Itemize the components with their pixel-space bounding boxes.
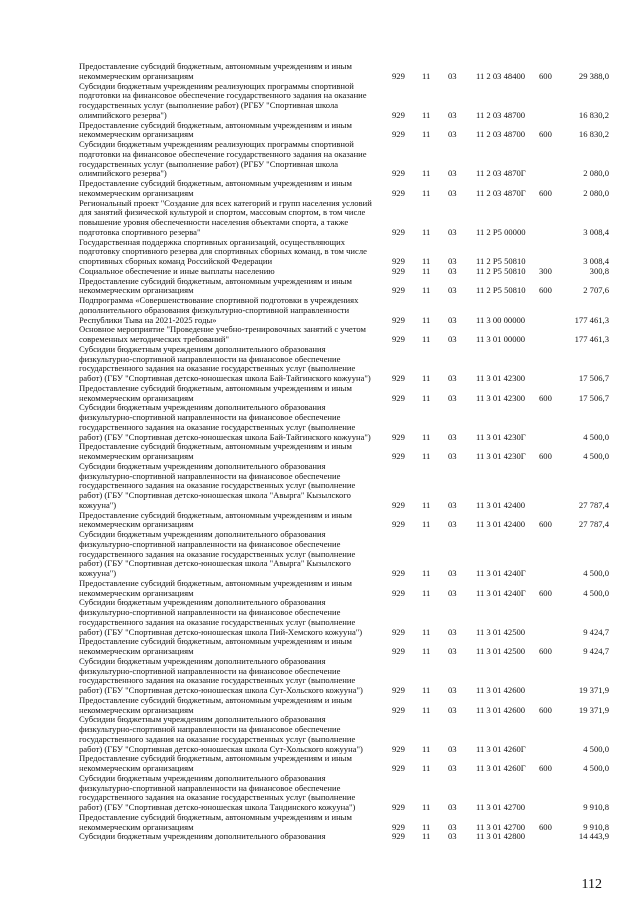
- description-line: физкультурно-спортивной направленности на финансовое обеспечение: [79, 665, 341, 676]
- subsection-code: 03: [448, 743, 457, 754]
- section-code: 11: [422, 431, 431, 442]
- description-line: государственного задания на оказание государственных услуг (выполнение: [79, 792, 356, 803]
- table-row: [79, 530, 609, 579]
- department-code: 929: [392, 821, 405, 832]
- description-line: Предоставление субсидий бюджетным, автономным учреждениям и иным: [79, 509, 352, 520]
- description-line: Субсидии бюджетным учреждениям дополнительного образования: [79, 655, 326, 666]
- section-code: 11: [422, 763, 431, 773]
- row-description: [79, 199, 384, 238]
- description-line: государственного задания на оказание государственных услуг (выполнение: [79, 421, 356, 432]
- section-code: 11: [422, 831, 431, 842]
- amount: 4 500,0: [583, 451, 609, 461]
- description-line: для занятий физической культурой и спортом, массовым спортом, в том числе: [79, 207, 366, 218]
- target-article-code: 11 2 03 4870Г: [476, 187, 526, 198]
- description-line: Субсидии бюджетным учреждениям дополнительного образования: [79, 831, 326, 842]
- subsection-code: 03: [448, 226, 457, 237]
- section-code: 11: [422, 587, 431, 598]
- target-article-code: 11 3 01 4240Г: [476, 587, 526, 598]
- department-code: 929: [392, 519, 405, 530]
- description-line: подготовки на финансовое обеспечение государственного задания на оказание: [79, 148, 367, 159]
- amount: 3 008,4: [583, 226, 609, 237]
- amount: 300,8: [589, 265, 609, 276]
- table-row: [79, 403, 609, 442]
- amount: 2 080,0: [583, 187, 609, 198]
- target-article-code: 11 3 01 42700: [476, 821, 526, 832]
- description-line: Субсидии бюджетным учреждениям дополнительного образования: [79, 597, 326, 608]
- description-line: некоммерческим организациям: [79, 285, 194, 296]
- department-code: 929: [392, 373, 405, 383]
- expense-type-code: 600: [539, 519, 552, 530]
- table-row: [79, 345, 609, 384]
- description-line: Предоставление субсидий бюджетным, автономным учреждениям и иным: [79, 441, 352, 452]
- subsection-code: 03: [448, 499, 457, 510]
- description-line: олимпийского резерва"): [79, 109, 167, 120]
- description-line: государственных услуг (выполнение работ) (РГБУ "Спортивная школа: [79, 158, 339, 169]
- table-row: [79, 637, 609, 657]
- table-row: [79, 140, 609, 179]
- subsection-code: 03: [448, 334, 457, 344]
- row-description: [79, 530, 384, 579]
- amount: 4 500,0: [583, 743, 609, 754]
- row-description: [79, 442, 384, 462]
- description-line: подготовки на финансовое обеспечение государственного задания на оказание: [79, 90, 367, 101]
- section-code: 11: [422, 373, 431, 383]
- subsection-code: 03: [448, 285, 457, 296]
- subsection-code: 03: [448, 256, 457, 266]
- description-line: Подпрограмма «Совершенствование спортивной подготовки в учреждениях: [79, 295, 359, 305]
- description-line: подготовка спортивного резерва": [79, 226, 201, 237]
- section-code: 11: [422, 499, 431, 510]
- table-row: [79, 511, 609, 531]
- description-line: физкультурно-спортивной направленности на финансовое обеспечение: [79, 353, 341, 364]
- description-line: некоммерческим организациям: [79, 821, 194, 832]
- target-article-code: 11 2 P5 50810: [476, 265, 526, 276]
- section-code: 11: [422, 685, 431, 695]
- amount: 16 830,2: [578, 109, 609, 120]
- description-line: олимпийского резерва"): [79, 168, 167, 179]
- description-line: Региональный проект "Создание для всех категорий и групп населения условий: [79, 197, 372, 208]
- target-article-code: 11 3 01 4230Г: [476, 431, 526, 442]
- subsection-code: 03: [448, 685, 457, 695]
- department-code: 929: [392, 314, 405, 325]
- description-line: Субсидии бюджетным учреждениям дополнительного образования: [79, 402, 326, 413]
- target-article-code: 11 3 01 42800: [476, 831, 526, 842]
- description-line: Субсидии бюджетным учреждениям дополнительного образования: [79, 772, 326, 783]
- section-code: 11: [422, 646, 431, 656]
- table-row: [79, 579, 609, 599]
- row-description: [79, 140, 384, 179]
- target-article-code: 11 2 P5 50810: [476, 256, 526, 266]
- target-article-code: 11 3 01 4240Г: [476, 568, 526, 578]
- description-line: Предоставление субсидий бюджетным, автономным учреждениям и иным: [79, 577, 352, 588]
- row-description: [79, 598, 384, 637]
- target-article-code: 11 3 01 42300: [476, 392, 526, 403]
- description-line: Предоставление субсидий бюджетным, автономным учреждениям и иным: [79, 636, 352, 647]
- row-description: [79, 62, 384, 82]
- description-line: государственного задания на оказание государственных услуг (выполнение: [79, 363, 356, 374]
- amount: 4 500,0: [583, 568, 609, 578]
- description-line: некоммерческим организациям: [79, 129, 194, 140]
- amount: 27 787,4: [578, 499, 609, 510]
- table-row: [79, 774, 609, 813]
- description-line: Субсидии бюджетным учреждениям реализующих программы спортивной: [79, 139, 354, 149]
- department-code: 929: [392, 334, 405, 344]
- amount: 9 424,7: [583, 646, 609, 656]
- description-line: Предоставление субсидий бюджетным, автономным учреждениям и иным: [79, 275, 352, 286]
- table-row: [79, 62, 609, 82]
- description-line: государственных услуг (выполнение работ) (РГБУ "Спортивная школа: [79, 100, 339, 110]
- description-line: физкультурно-спортивной направленности на финансовое обеспечение: [79, 724, 341, 734]
- department-code: 929: [392, 70, 405, 81]
- subsection-code: 03: [448, 70, 457, 81]
- amount: 14 443,9: [578, 831, 609, 842]
- section-code: 11: [422, 821, 431, 832]
- table-row: [79, 754, 609, 774]
- description-line: современных методических требований": [79, 334, 229, 344]
- target-article-code: 11 2 P5 50810: [476, 285, 526, 296]
- description-line: физкультурно-спортивной направленности на финансовое обеспечение: [79, 538, 341, 549]
- description-line: работ) (ГБУ "Спортивная детско-юношеская школа Сут-Хольского кожууна"): [79, 743, 363, 754]
- description-line: некоммерческим организациям: [79, 763, 194, 773]
- table-row: [79, 598, 609, 637]
- row-description: [79, 277, 384, 297]
- description-line: физкультурно-спортивной направленности на финансовое обеспечение: [79, 470, 341, 481]
- target-article-code: 11 3 01 42600: [476, 685, 526, 695]
- description-line: повышение уровня обеспеченности населения объектами спорта, а также: [79, 217, 349, 227]
- description-line: работ) (ГБУ "Спортивная детско-юношеская школа Тандинского кожууна"): [79, 802, 356, 812]
- description-line: подготовку спортивного резерва для спортивных сборных команд, в том числе: [79, 246, 367, 257]
- subsection-code: 03: [448, 821, 457, 832]
- description-line: физкультурно-спортивной направленности на финансовое обеспечение: [79, 607, 341, 617]
- description-line: Субсидии бюджетным учреждениям дополнительного образования: [79, 714, 326, 725]
- department-code: 929: [392, 129, 405, 140]
- row-description: [79, 238, 384, 267]
- department-code: 929: [392, 802, 405, 812]
- department-code: 929: [392, 763, 405, 773]
- section-code: 11: [422, 129, 431, 140]
- amount: 2 707,6: [583, 285, 609, 296]
- row-description: [79, 637, 384, 657]
- description-line: дополнительного образования физкультурно-спортивной направленности: [79, 304, 350, 315]
- department-code: 929: [392, 109, 405, 120]
- target-article-code: 11 2 03 48700: [476, 109, 526, 120]
- subsection-code: 03: [448, 831, 457, 842]
- table-row: [79, 121, 609, 141]
- table-row: [79, 199, 609, 238]
- subsection-code: 03: [448, 109, 457, 120]
- table-row: [79, 179, 609, 199]
- row-description: [79, 462, 384, 511]
- description-line: кожууна"): [79, 499, 117, 510]
- amount: 4 500,0: [583, 587, 609, 598]
- department-code: 929: [392, 256, 405, 266]
- description-line: Предоставление субсидий бюджетным, автономным учреждениям и иным: [79, 753, 352, 764]
- subsection-code: 03: [448, 265, 457, 276]
- description-line: Субсидии бюджетным учреждениям дополнительного образования: [79, 460, 326, 471]
- subsection-code: 03: [448, 568, 457, 578]
- target-article-code: 11 3 00 00000: [476, 314, 526, 325]
- department-code: 929: [392, 626, 405, 637]
- row-description: [79, 82, 384, 121]
- department-code: 929: [392, 831, 405, 842]
- department-code: 929: [392, 187, 405, 198]
- description-line: государственного задания на оказание государственных услуг (выполнение: [79, 616, 356, 627]
- section-code: 11: [422, 392, 431, 403]
- department-code: 929: [392, 587, 405, 598]
- department-code: 929: [392, 646, 405, 656]
- description-line: Предоставление субсидий бюджетным, автономным учреждениям и иным: [79, 382, 352, 393]
- amount: 29 388,0: [578, 70, 609, 81]
- target-article-code: 11 3 01 42300: [476, 373, 526, 383]
- department-code: 929: [392, 704, 405, 715]
- subsection-code: 03: [448, 646, 457, 656]
- amount: 9 424,7: [583, 626, 609, 637]
- row-description: [79, 774, 384, 813]
- row-description: [79, 715, 384, 754]
- section-code: 11: [422, 626, 431, 637]
- section-code: 11: [422, 802, 431, 812]
- amount: 4 500,0: [583, 431, 609, 442]
- table-row: [79, 442, 609, 462]
- section-code: 11: [422, 519, 431, 530]
- description-line: государственного задания на оказание государственных услуг (выполнение: [79, 548, 356, 559]
- section-code: 11: [422, 568, 431, 578]
- target-article-code: 11 3 01 42400: [476, 519, 526, 530]
- row-description: [79, 813, 384, 833]
- description-line: Субсидии бюджетным учреждениям дополнительного образования: [79, 343, 326, 354]
- department-code: 929: [392, 743, 405, 754]
- target-article-code: 11 3 01 4230Г: [476, 451, 526, 461]
- description-line: работ) (ГБУ "Спортивная детско-юношеская школа Пий-Хемского кожууна"): [79, 626, 363, 637]
- description-line: кожууна"): [79, 568, 117, 578]
- amount: 177 461,3: [574, 334, 609, 344]
- target-article-code: 11 2 03 48700: [476, 129, 526, 140]
- expense-type-code: 600: [539, 285, 552, 296]
- subsection-code: 03: [448, 451, 457, 461]
- subsection-code: 03: [448, 704, 457, 715]
- department-code: 929: [392, 265, 405, 276]
- description-line: некоммерческим организациям: [79, 519, 194, 530]
- expense-type-code: 600: [539, 451, 552, 461]
- row-description: [79, 754, 384, 774]
- department-code: 929: [392, 392, 405, 403]
- description-line: некоммерческим организациям: [79, 587, 194, 598]
- department-code: 929: [392, 685, 405, 695]
- row-description: [79, 345, 384, 384]
- description-line: Социальное обеспечение и иные выплаты населению: [79, 265, 275, 276]
- description-line: Предоставление субсидий бюджетным, автономным учреждениям и иным: [79, 61, 352, 71]
- amount: 19 371,9: [578, 704, 609, 715]
- amount: 9 910,8: [583, 821, 609, 832]
- row-description: [79, 384, 384, 404]
- row-description: [79, 179, 384, 199]
- section-code: 11: [422, 334, 431, 344]
- expense-type-code: 300: [539, 265, 552, 276]
- description-line: работ) (ГБУ "Спортивная детско-юношеская школа Бай-Тайгинского кожууна"): [79, 431, 371, 442]
- section-code: 11: [422, 168, 431, 179]
- description-line: некоммерческим организациям: [79, 392, 194, 403]
- table-row: [79, 384, 609, 404]
- amount: 27 787,4: [578, 519, 609, 530]
- description-line: физкультурно-спортивной направленности на финансовое обеспечение: [79, 412, 341, 422]
- budget-table: [79, 62, 609, 842]
- section-code: 11: [422, 70, 431, 81]
- row-description: [79, 832, 384, 842]
- amount: 177 461,3: [574, 314, 609, 325]
- description-line: Предоставление субсидий бюджетным, автономным учреждениям и иным: [79, 694, 352, 705]
- description-line: физкультурно-спортивной направленности на финансовое обеспечение: [79, 782, 341, 793]
- amount: 16 830,2: [578, 129, 609, 140]
- description-line: Республики Тыва на 2021-2025 годы»: [79, 314, 217, 325]
- expense-type-code: 600: [539, 70, 552, 81]
- row-description: [79, 696, 384, 716]
- target-article-code: 11 3 01 42600: [476, 704, 526, 715]
- amount: 2 080,0: [583, 168, 609, 179]
- table-row: [79, 696, 609, 716]
- target-article-code: 11 3 01 42700: [476, 802, 526, 812]
- subsection-code: 03: [448, 802, 457, 812]
- row-description: [79, 657, 384, 696]
- table-row: [79, 832, 609, 842]
- expense-type-code: 600: [539, 704, 552, 715]
- description-line: Государственная поддержка спортивных организаций, осуществляющих: [79, 236, 346, 247]
- target-article-code: 11 3 01 42500: [476, 646, 526, 656]
- target-article-code: 11 3 01 4260Г: [476, 743, 526, 754]
- department-code: 929: [392, 451, 405, 461]
- target-article-code: 11 3 01 4260Г: [476, 763, 526, 773]
- subsection-code: 03: [448, 519, 457, 530]
- expense-type-code: 600: [539, 392, 552, 403]
- table-row: [79, 296, 609, 325]
- subsection-code: 03: [448, 314, 457, 325]
- table-row: [79, 238, 609, 267]
- subsection-code: 03: [448, 626, 457, 637]
- subsection-code: 03: [448, 431, 457, 442]
- expense-type-code: 600: [539, 587, 552, 598]
- section-code: 11: [422, 314, 431, 325]
- department-code: 929: [392, 568, 405, 578]
- target-article-code: 11 2 03 4870Г: [476, 168, 526, 179]
- section-code: 11: [422, 187, 431, 198]
- section-code: 11: [422, 285, 431, 296]
- target-article-code: 11 3 01 42500: [476, 626, 526, 637]
- department-code: 929: [392, 499, 405, 510]
- description-line: Основное мероприятие "Проведение учебно-тренировочных занятий с учетом: [79, 324, 366, 335]
- description-line: работ) (ГБУ "Спортивная детско-юношеская школа "Авырга" Кызылского: [79, 490, 351, 500]
- description-line: некоммерческим организациям: [79, 70, 194, 81]
- section-code: 11: [422, 109, 431, 120]
- description-line: некоммерческим организациям: [79, 187, 194, 198]
- subsection-code: 03: [448, 168, 457, 179]
- page-number: 112: [581, 877, 602, 892]
- table-row: [79, 82, 609, 121]
- table-row: [79, 657, 609, 696]
- amount: 17 506,7: [578, 373, 609, 383]
- target-article-code: 11 3 01 42400: [476, 499, 526, 510]
- section-code: 11: [422, 265, 431, 276]
- target-article-code: 11 3 01 00000: [476, 334, 526, 344]
- description-line: работ) (ГБУ "Спортивная детско-юношеская школа "Авырга" Кызылского: [79, 558, 351, 569]
- expense-type-code: 600: [539, 646, 552, 656]
- row-description: [79, 296, 384, 325]
- section-code: 11: [422, 743, 431, 754]
- department-code: 929: [392, 168, 405, 179]
- description-line: некоммерческим организациям: [79, 451, 194, 461]
- description-line: некоммерческим организациям: [79, 704, 194, 715]
- section-code: 11: [422, 451, 431, 461]
- amount: 4 500,0: [583, 763, 609, 773]
- section-code: 11: [422, 704, 431, 715]
- department-code: 929: [392, 285, 405, 296]
- expense-type-code: 600: [539, 821, 552, 832]
- description-line: Предоставление субсидий бюджетным, автономным учреждениям и иным: [79, 811, 352, 822]
- amount: 3 008,4: [583, 256, 609, 266]
- subsection-code: 03: [448, 587, 457, 598]
- expense-type-code: 600: [539, 129, 552, 140]
- target-article-code: 11 2 P5 00000: [476, 226, 526, 237]
- subsection-code: 03: [448, 187, 457, 198]
- section-code: 11: [422, 256, 431, 266]
- row-description: [79, 121, 384, 141]
- subsection-code: 03: [448, 392, 457, 403]
- table-row: [79, 462, 609, 511]
- department-code: 929: [392, 226, 405, 237]
- description-line: Субсидии бюджетным учреждениям дополнительного образования: [79, 529, 326, 539]
- description-line: Предоставление субсидий бюджетным, автономным учреждениям и иным: [79, 178, 352, 188]
- amount: 9 910,8: [583, 802, 609, 812]
- subsection-code: 03: [448, 763, 457, 773]
- table-row: [79, 277, 609, 297]
- description-line: работ) (ГБУ "Спортивная детско-юношеская школа Сут-Хольского кожууна"): [79, 685, 363, 695]
- subsection-code: 03: [448, 129, 457, 140]
- expense-type-code: 600: [539, 763, 552, 773]
- expense-type-code: 600: [539, 187, 552, 198]
- description-line: государственного задания на оказание государственных услуг (выполнение: [79, 733, 356, 744]
- table-row: [79, 813, 609, 833]
- amount: 17 506,7: [578, 392, 609, 403]
- table-row: [79, 325, 609, 345]
- description-line: Субсидии бюджетным учреждениям реализующих программы спортивной: [79, 80, 354, 91]
- description-line: Предоставление субсидий бюджетным, автономным учреждениям и иным: [79, 119, 352, 130]
- table-row: [79, 715, 609, 754]
- description-line: спортивных сборных команд Российской Федерации: [79, 256, 273, 266]
- target-article-code: 11 2 03 48400: [476, 70, 526, 81]
- description-line: работ) (ГБУ "Спортивная детско-юношеская школа Бай-Тайгинского кожууна"): [79, 373, 371, 383]
- row-description: [79, 511, 384, 531]
- description-line: государственного задания на оказание государственных услуг (выполнение: [79, 675, 356, 686]
- description-line: некоммерческим организациям: [79, 646, 194, 656]
- description-line: государственного задания на оказание государственных услуг (выполнение: [79, 480, 356, 491]
- row-description: [79, 579, 384, 599]
- row-description: [79, 325, 384, 345]
- subsection-code: 03: [448, 373, 457, 383]
- section-code: 11: [422, 226, 431, 237]
- row-description: [79, 403, 384, 442]
- amount: 19 371,9: [578, 685, 609, 695]
- department-code: 929: [392, 431, 405, 442]
